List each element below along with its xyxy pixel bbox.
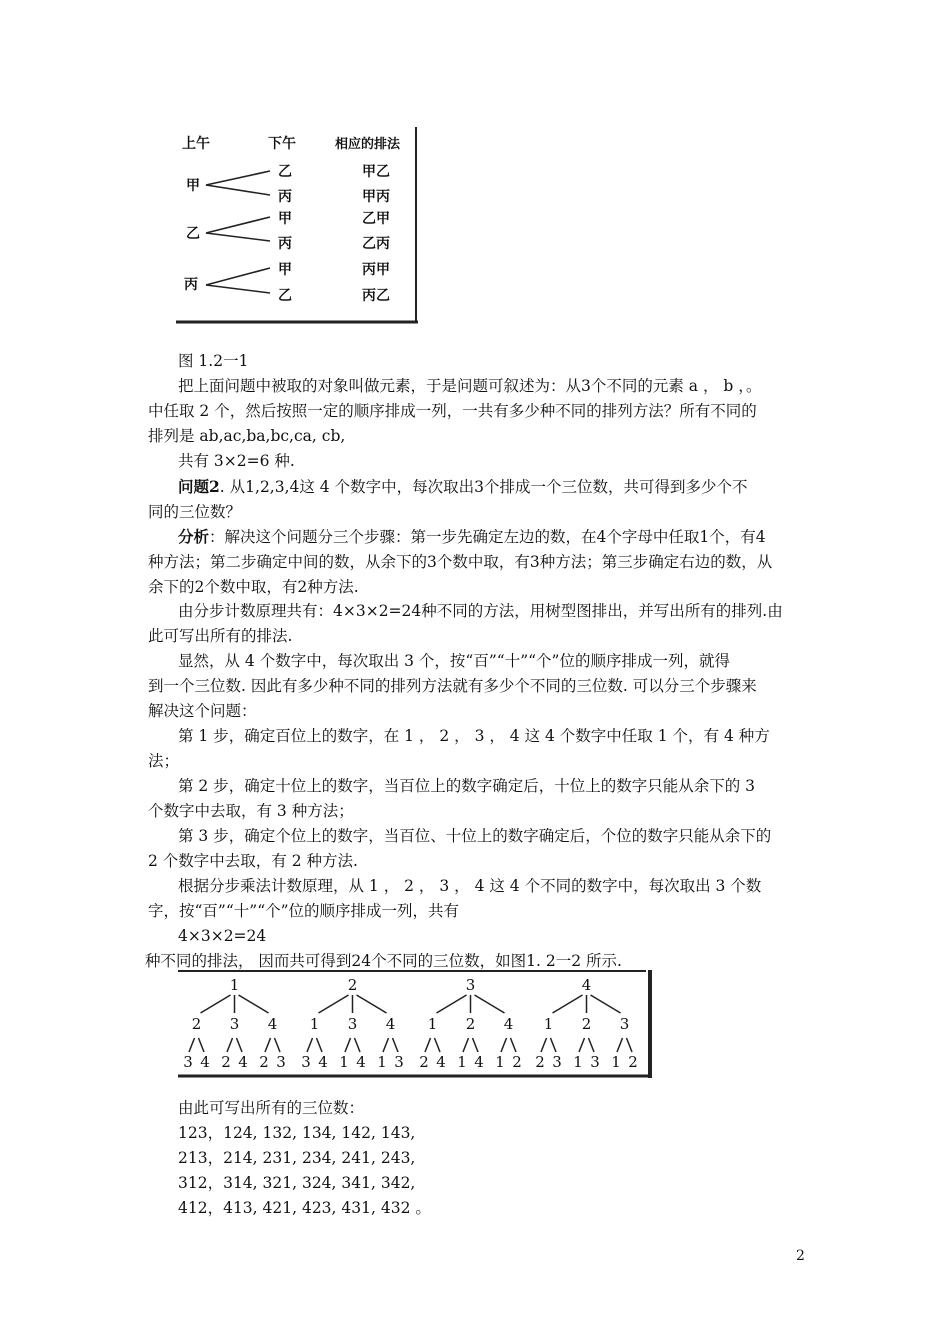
tree-branch-line: [206, 268, 270, 285]
tree-middle-number: 3: [619, 1015, 630, 1033]
figure-1-2-2: [176, 968, 656, 1082]
tree-branch: 甲: [278, 262, 292, 278]
tree-edge: [275, 1038, 281, 1052]
tree-root-number: 4: [581, 976, 592, 994]
tree-edge: [551, 1038, 557, 1052]
text-line: 由此可写出所有的三位数：: [178, 1099, 365, 1117]
tree-leaf-number: 3: [276, 1053, 286, 1071]
tree-edge: [355, 1038, 361, 1052]
text-line: 中任取 2 个，然后按照一定的顺序排成一列，一共有多少种不同的排列方法？所有不同的: [148, 402, 757, 420]
page-number: 2: [796, 1248, 805, 1264]
arrangement-result: 甲乙: [362, 164, 390, 180]
text-line: [148, 524, 820, 550]
all-numbers: [148, 1096, 820, 1221]
tree-branch: 丙: [278, 189, 292, 205]
principle-paragraph: [148, 599, 820, 649]
text-line: 种不同的排法， 因而共可得到24个不同的三位数，如图1. 2一2 所示.: [145, 952, 622, 970]
tree-leaf-number: 4: [200, 1053, 210, 1071]
arrangement-result: 乙丙: [362, 236, 390, 252]
tree-edge: [475, 995, 505, 1013]
tree-edge: [473, 1038, 479, 1052]
tree-leaf-number: 3: [183, 1053, 193, 1071]
tree-leaf-number: 1: [495, 1053, 505, 1071]
tree-root: 丙: [184, 277, 198, 293]
tree-edge: [317, 1038, 323, 1052]
tree-branch-line: [206, 185, 270, 195]
tree-leaf-number: 3: [552, 1053, 562, 1071]
text-line: 2 个数字中去取，有 2 种方法.: [148, 852, 358, 870]
tree-branch-line: [206, 217, 270, 233]
step-1: [148, 724, 820, 774]
tree-leaf-number: 1: [611, 1053, 621, 1071]
number-row: 312，314, 321, 324, 341, 342,: [178, 1174, 416, 1192]
tree-middle-number: 4: [267, 1015, 278, 1033]
number-row: 123，124, 132, 134, 142, 143,: [178, 1124, 416, 1142]
text-line: 共有 3×2=6 种.: [178, 452, 295, 470]
tree-leaf-number: 1: [339, 1053, 349, 1071]
tree-leaf-number: 2: [512, 1053, 522, 1071]
tree-edge: [383, 1038, 389, 1052]
text-line: 个数字中去取，有 3 种方法；: [148, 802, 354, 820]
text-line: 排列是 ab,ac,ba,bc,ca, cb,: [148, 427, 346, 445]
analysis-paragraph: [148, 524, 820, 600]
tree-branch-line: [206, 285, 270, 293]
tree-leaf-number: 2: [221, 1053, 231, 1071]
tree-edge: [435, 1038, 441, 1052]
tree-edge: [425, 1038, 431, 1052]
tree-branch: 丙: [278, 236, 292, 252]
text-line: 字，按“百”“十”“个”位的顺序排成一列，共有: [148, 902, 460, 920]
figure-1-2-1: [170, 123, 422, 327]
analysis-label: 分析: [178, 527, 210, 546]
tree-middle-number: 1: [543, 1015, 554, 1033]
header-afternoon: 下午: [268, 136, 296, 152]
text-line: 到一个三位数. 因此有多少种不同的排列方法就有多少个不同的三位数. 可以分三个步骤来: [148, 677, 757, 695]
text-line: 同的三位数？: [148, 503, 242, 521]
tree-middle-number: 3: [229, 1015, 240, 1033]
analysis-text: ：解决这个问题分三个步骤：第一步先确定左边的数，在4个字母中任取1个，有4: [209, 528, 766, 546]
tree-middle-number: 2: [465, 1015, 476, 1033]
tree-root-number: 1: [229, 976, 240, 994]
text-line: 种方法；第二步确定中间的数，从余下的3个数中取，有3种方法；第三步确定右边的数，从: [148, 553, 773, 571]
tree-edge: [307, 1038, 313, 1052]
tree-middle-number: 1: [427, 1015, 438, 1033]
paragraph-elements: [148, 374, 820, 449]
tree-middle-number: 2: [581, 1015, 592, 1033]
tree-leaf-number: 2: [628, 1053, 638, 1071]
tree-edge: [579, 1038, 585, 1052]
tree-leaf-number: 2: [535, 1053, 545, 1071]
tree-leaf-number: 4: [238, 1053, 248, 1071]
tree-edge: [345, 1038, 351, 1052]
caption-text: 图 1.2一1: [178, 352, 249, 370]
tree-edge: [319, 995, 349, 1013]
step-3: [148, 824, 820, 874]
tree-leaf-number: 4: [356, 1053, 366, 1071]
tree-edge: [265, 1038, 271, 1052]
tree-leaf-number: 2: [419, 1053, 429, 1071]
tree-leaf-number: 4: [474, 1053, 484, 1071]
tree-root: 乙: [186, 226, 200, 242]
tree-branch-line: [206, 233, 270, 241]
tree-middle-number: 4: [503, 1015, 514, 1033]
tree-branch: 乙: [278, 288, 292, 304]
arrangement-result: 丙乙: [362, 288, 390, 304]
tree-middle-number: 1: [309, 1015, 320, 1033]
tree-edge: [227, 1038, 233, 1052]
text-line: 第 1 步，确定百位上的数字，在 1 ， 2 ， 3 ， 4 这 4 个数字中任取 1 个，有 4 种方: [178, 727, 770, 745]
text-line: 根据分步乘法计数原理，从 1 ， 2 ， 3 ， 4 这 4 个不同的数字中，每次取出 3 个数: [178, 877, 762, 895]
text-line: 法；: [148, 752, 180, 770]
text-line: 由分步计数原理共有：4×3×2=24种不同的方法，用树型图排出，并写出所有的排列.由: [178, 602, 783, 620]
obvious-paragraph: [148, 649, 820, 724]
tree-edge: [501, 1038, 507, 1052]
tree-edge: [591, 995, 621, 1013]
figure-caption: [148, 349, 820, 374]
tree-edge: [357, 995, 387, 1013]
problem-text: . 从1,2,3,4这 4 个数字中，每次取出3个排成一个三位数，共可得到多少个不: [219, 478, 748, 496]
text-line: 第 3 步，确定个位上的数字，当百位、十位上的数字确定后，个位的数字只能从余下的: [178, 827, 772, 845]
formula: 4×3×2=24: [178, 927, 267, 945]
tree-leaf-number: 1: [457, 1053, 467, 1071]
tree-edge: [589, 1038, 595, 1052]
tree-leaf-number: 1: [377, 1053, 387, 1071]
tree-root: 甲: [186, 178, 200, 194]
arrangement-result: 乙甲: [362, 211, 390, 227]
text-line: 第 2 步，确定十位上的数字，当百位上的数字确定后，十位上的数字只能从余下的 3: [178, 777, 756, 795]
tree-root-number: 3: [465, 976, 476, 994]
tree-branch: 甲: [278, 211, 292, 227]
tree-edge: [239, 995, 269, 1013]
text-line: 解决这个问题：: [148, 702, 257, 720]
text-line: 把上面问题中被取的对象叫做元素，于是问题可叙述为：从3个不同的元素 a ， b ，。: [178, 377, 762, 395]
text-line: 此可写出所有的排法.: [148, 627, 293, 645]
tree-edge: [201, 995, 231, 1013]
arrangement-result: 甲丙: [362, 189, 390, 205]
text-line: 余下的2个数中取，有2种方法.: [148, 578, 359, 596]
total-count: [148, 449, 820, 474]
conclusion-paragraph: [145, 874, 820, 974]
tree-edge: [393, 1038, 399, 1052]
tree-edge: [463, 1038, 469, 1052]
tree-edge: [541, 1038, 547, 1052]
tree-edge: [617, 1038, 623, 1052]
tree-edge: [511, 1038, 517, 1052]
problem-label: 问题2: [178, 477, 220, 496]
tree-edge: [627, 1038, 633, 1052]
tree-edge: [199, 1038, 205, 1052]
tree-edge: [189, 1038, 195, 1052]
tree-branch: 乙: [278, 164, 292, 180]
tree-branch-line: [206, 171, 270, 185]
header-morning: 上午: [182, 136, 210, 152]
tree-leaf-number: 3: [394, 1053, 404, 1071]
tree-edge: [237, 1038, 243, 1052]
text-line: [148, 474, 820, 500]
tree-edge: [553, 995, 583, 1013]
tree-middle-number: 2: [191, 1015, 202, 1033]
problem-2: [148, 474, 820, 525]
tree-leaf-number: 2: [259, 1053, 269, 1071]
tree-leaf-number: 4: [436, 1053, 446, 1071]
tree-leaf-number: 3: [301, 1053, 311, 1071]
arrangement-result: 丙甲: [362, 262, 390, 278]
step-2: [148, 774, 820, 824]
number-row: 213，214, 231, 234, 241, 243,: [178, 1149, 416, 1167]
text-line: 显然，从 4 个数字中，每次取出 3 个，按“百”“十”“个”位的顺序排成一列，就得: [178, 652, 730, 670]
tree-edge: [437, 995, 467, 1013]
tree-leaf-number: 3: [590, 1053, 600, 1071]
tree-middle-number: 4: [385, 1015, 396, 1033]
number-row: 412，413, 421, 423, 431, 432 。: [178, 1199, 431, 1217]
header-arrangements: 相应的排法: [335, 137, 401, 152]
tree-root-number: 2: [347, 976, 358, 994]
tree-leaf-number: 4: [318, 1053, 328, 1071]
tree-middle-number: 3: [347, 1015, 358, 1033]
tree-leaf-number: 1: [573, 1053, 583, 1071]
